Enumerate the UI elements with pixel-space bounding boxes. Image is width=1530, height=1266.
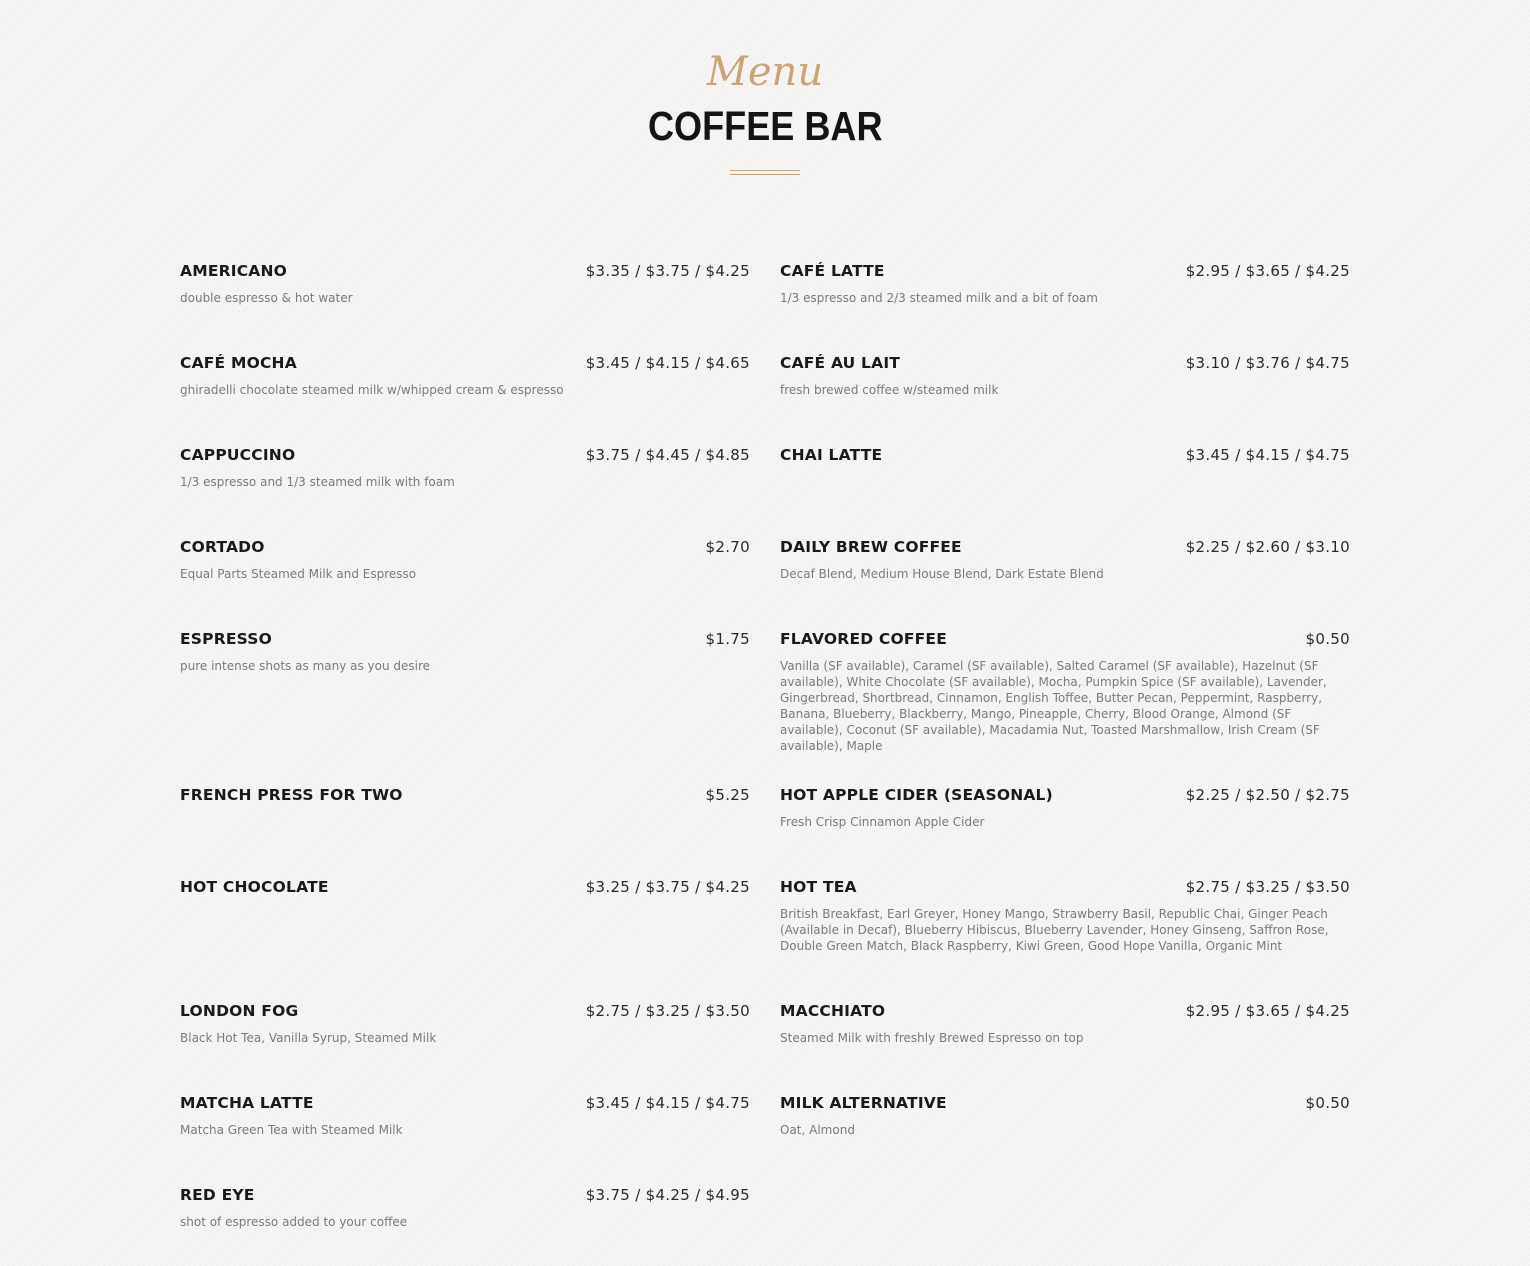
menu-item-description: 1/3 espresso and 2/3 steamed milk and a bit of foam — [780, 291, 1098, 305]
menu-item-header — [180, 630, 750, 654]
menu-item-empty — [780, 1186, 1350, 1266]
menu-item-name: CORTADO — [180, 538, 265, 556]
menu-item — [180, 1002, 750, 1094]
menu-item-price: $1.75 — [705, 630, 750, 648]
menu-item-price: $3.25 / $3.75 / $4.25 — [585, 878, 750, 896]
menu-item-price: $0.50 — [1305, 630, 1350, 648]
menu-item-header — [180, 538, 750, 562]
menu-item-header — [180, 1002, 750, 1026]
menu-item — [180, 630, 750, 786]
menu-list — [180, 262, 1350, 1266]
menu-item-header — [780, 446, 1350, 470]
menu-item — [180, 1094, 750, 1186]
menu-item — [180, 354, 750, 446]
menu-item-description: Fresh Crisp Cinnamon Apple Cider — [780, 815, 985, 829]
menu-row — [180, 262, 1350, 354]
menu-item-name: FRENCH PRESS FOR TWO — [180, 786, 403, 804]
menu-item-name: HOT TEA — [780, 878, 857, 896]
menu-item-name: CHAI LATTE — [780, 446, 883, 464]
menu-item-price: $3.35 / $3.75 / $4.25 — [585, 262, 750, 280]
menu-item-description: Vanilla (SF available), Caramel (SF available), Salted Caramel (SF available), Hazelnut (SF available), White Chocolate (SF available), Mocha, Pumpkin Spice (SF available), Lavender, Gingerbread, Shortbread, Cinnamon, English Toffee, Butter Pecan, Peppermint, Raspberry, Banana, Blueberry, Blackberry, Mango, Pineapple, Cherry, Blood Orange, Almond (SF available), Coconut (SF available), Macadamia Nut, Toasted Marshmallow, Irish Cream (SF available), Maple — [780, 659, 1327, 753]
menu-item-price: $2.25 / $2.50 / $2.75 — [1185, 786, 1350, 804]
menu-item-price: $2.75 / $3.25 / $3.50 — [1185, 878, 1350, 896]
menu-item — [780, 1094, 1350, 1186]
menu-item — [180, 786, 750, 878]
menu-item-name: AMERICANO — [180, 262, 288, 280]
menu-row — [180, 538, 1350, 630]
menu-item-description: Equal Parts Steamed Milk and Espresso — [180, 567, 417, 581]
menu-item-header — [780, 786, 1350, 810]
menu-item-description: ghiradelli chocolate steamed milk w/whipped cream & espresso — [180, 383, 564, 397]
menu-item-description: shot of espresso added to your coffee — [180, 1215, 408, 1229]
menu-item-description: Decaf Blend, Medium House Blend, Dark Estate Blend — [780, 567, 1104, 581]
menu-item-header — [780, 538, 1350, 562]
menu-item — [780, 446, 1350, 538]
menu-item-description: pure intense shots as many as you desire — [180, 659, 431, 673]
menu-item — [780, 538, 1350, 630]
menu-item-header — [180, 262, 750, 286]
menu-item-description: Oat, Almond — [780, 1123, 855, 1137]
menu-item-price: $3.10 / $3.76 / $4.75 — [1185, 354, 1350, 372]
menu-item-header — [780, 630, 1350, 654]
menu-header — [0, 44, 1530, 152]
menu-row — [180, 878, 1350, 1002]
menu-item-description: 1/3 espresso and 1/3 steamed milk with foam — [180, 475, 455, 489]
menu-item-header — [180, 1094, 750, 1118]
menu-script-title: Menu — [706, 49, 824, 95]
menu-item-price: $0.50 — [1305, 1094, 1350, 1112]
menu-item-price: $2.95 / $3.65 / $4.25 — [1185, 1002, 1350, 1020]
menu-item-name: MACCHIATO — [780, 1002, 886, 1020]
menu-item-price: $3.45 / $4.15 / $4.65 — [585, 354, 750, 372]
menu-item-name: CAFÉ MOCHA — [180, 354, 297, 372]
menu-item-header — [180, 878, 750, 902]
menu-item-name: ESPRESSO — [180, 630, 273, 648]
menu-item-description: Steamed Milk with freshly Brewed Espresso on top — [780, 1031, 1084, 1045]
menu-item — [780, 1002, 1350, 1094]
menu-row — [180, 1002, 1350, 1094]
menu-item-description: double espresso & hot water — [180, 291, 353, 305]
menu-item-price: $5.25 — [705, 786, 750, 804]
menu-item — [780, 262, 1350, 354]
menu-item-header — [180, 786, 750, 810]
menu-item-name: DAILY BREW COFFEE — [780, 538, 962, 556]
menu-item-name: LONDON FOG — [180, 1002, 299, 1020]
menu-item — [780, 630, 1350, 786]
title-divider — [730, 170, 800, 175]
page-title: COFFEE BAR — [647, 103, 883, 149]
menu-item-price: $2.95 / $3.65 / $4.25 — [1185, 262, 1350, 280]
menu-item-description: British Breakfast, Earl Greyer, Honey Mango, Strawberry Basil, Republic Chai, Ginger Peach (Available in Decaf), Blueberry Hibiscus, Blueberry Lavender, Honey Ginseng, Saffron Rose, Double Green Match, Black Raspberry, Kiwi Green, Good Hope Vanilla, Organic Mint — [780, 907, 1329, 953]
menu-row — [180, 1094, 1350, 1186]
menu-row — [180, 446, 1350, 538]
menu-row — [180, 786, 1350, 878]
menu-item-price: $3.45 / $4.15 / $4.75 — [585, 1094, 750, 1112]
menu-item — [780, 786, 1350, 878]
menu-item-description: fresh brewed coffee w/steamed milk — [780, 383, 999, 397]
menu-item-header — [780, 354, 1350, 378]
menu-item-name: CAFÉ AU LAIT — [780, 354, 901, 372]
menu-item-price: $3.45 / $4.15 / $4.75 — [1185, 446, 1350, 464]
menu-item-price: $3.75 / $4.45 / $4.85 — [585, 446, 750, 464]
menu-item-name: HOT CHOCOLATE — [180, 878, 329, 896]
menu-item-header — [780, 878, 1350, 902]
menu-item-name: MATCHA LATTE — [180, 1094, 314, 1112]
menu-item-description: Matcha Green Tea with Steamed Milk — [180, 1123, 403, 1137]
menu-item-header — [780, 1094, 1350, 1118]
menu-item-header — [780, 1002, 1350, 1026]
menu-item-description: Black Hot Tea, Vanilla Syrup, Steamed Milk — [180, 1031, 437, 1045]
menu-item-price: $3.75 / $4.25 / $4.95 — [585, 1186, 750, 1204]
menu-item-price: $2.75 / $3.25 / $3.50 — [585, 1002, 750, 1020]
menu-item — [780, 878, 1350, 1002]
menu-item-name: CAFÉ LATTE — [780, 262, 885, 280]
menu-item-price: $2.25 / $2.60 / $3.10 — [1185, 538, 1350, 556]
menu-item-name: HOT APPLE CIDER (SEASONAL) — [780, 786, 1053, 804]
menu-row — [180, 1186, 1350, 1266]
menu-item — [180, 262, 750, 354]
menu-item-name: FLAVORED COFFEE — [780, 630, 947, 648]
menu-item-header — [180, 446, 750, 470]
menu-item — [180, 446, 750, 538]
menu-row — [180, 354, 1350, 446]
menu-item — [180, 1186, 750, 1266]
menu-item-price: $2.70 — [705, 538, 750, 556]
menu-item-header — [180, 1186, 750, 1210]
menu-item-name: RED EYE — [180, 1186, 255, 1204]
menu-item — [180, 538, 750, 630]
menu-item-header — [780, 262, 1350, 286]
menu-item — [180, 878, 750, 1002]
menu-item-name: MILK ALTERNATIVE — [780, 1094, 947, 1112]
menu-item-name: CAPPUCCINO — [180, 446, 296, 464]
menu-item-header — [180, 354, 750, 378]
menu-item — [780, 354, 1350, 446]
menu-row — [180, 630, 1350, 786]
